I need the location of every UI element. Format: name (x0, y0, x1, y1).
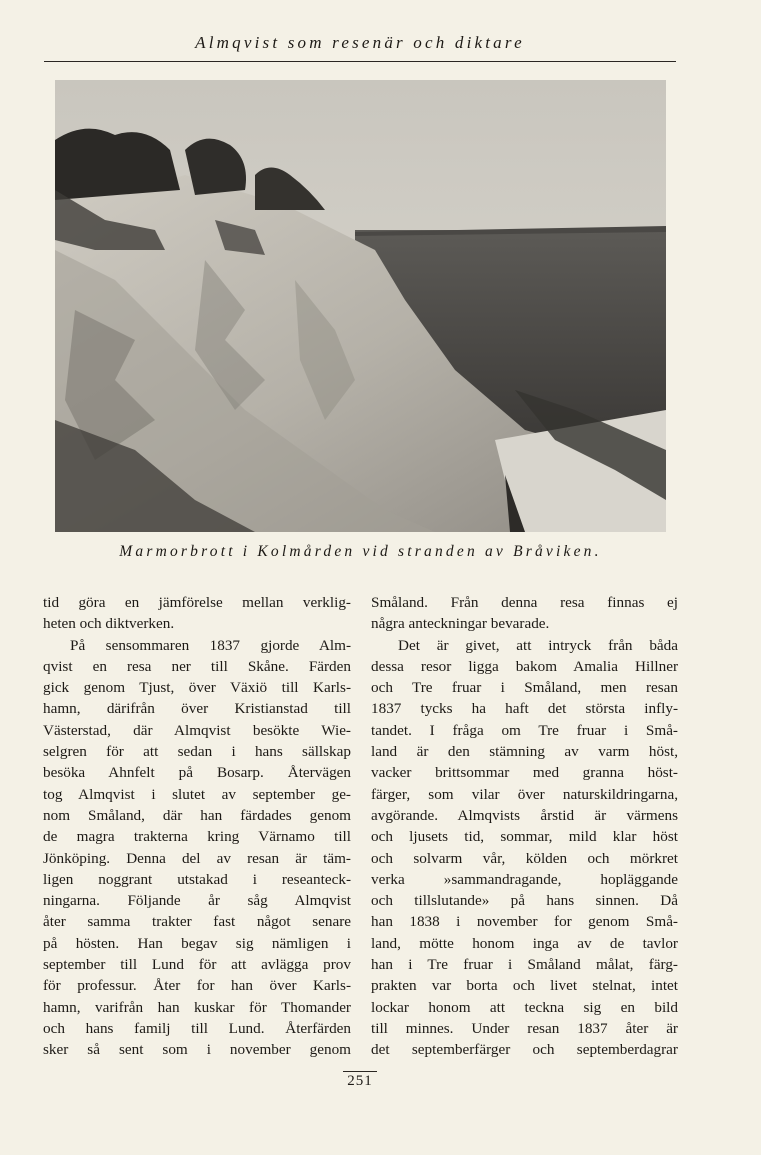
text-line: avgörande. Almqvists årstid är värmens (371, 806, 678, 824)
text-line: På sensommaren 1837 gjorde Alm- (70, 636, 351, 654)
text-line: september till Lund för att avlägga prov (43, 956, 351, 974)
text-line: och hans familj till Lund. Återfärden (43, 1019, 351, 1037)
text-line: och Tre fruar i Småland, men resan (371, 679, 678, 697)
text-line: Västerstad, där Almqvist besökte Wie- (43, 721, 351, 739)
text-line: de magra trakterna kring Värnamo till (43, 828, 351, 846)
text-line: och tillslutande» på hans sinnen. Då (371, 892, 678, 910)
text-line: färger, som vilar över naturskildringarna, (371, 785, 678, 803)
page-number: 251 (347, 1073, 373, 1089)
text-line: heten och diktverken. (43, 615, 175, 633)
text-line: dessa resor ligga bakom Amalia Hillner (371, 657, 678, 675)
text-line: Det är givet, att intryck från båda (398, 636, 678, 654)
text-line: Jönköping. Denna del av resan är täm- (43, 849, 351, 867)
text-line: åter samma trakter fast något senare (43, 913, 351, 931)
text-line: tog Almqvist i slutet av september ge- (43, 785, 351, 803)
text-line: Småland. Från denna resa finnas ej (371, 594, 678, 611)
text-line: nom Småland, där han färdades genom (43, 806, 351, 824)
text-line: för professur. Åter for han över Karls- (43, 977, 351, 995)
text-line: prakten var borta och livet stelnat, intet (371, 977, 678, 995)
text-line: tid göra en jämförelse mellan verklig- (43, 594, 351, 611)
text-line: och ljusets tid, sommar, mild klar höst (371, 828, 678, 846)
text-column-left (43, 592, 351, 1061)
text-line: till minnes. Under resan 1837 åter är (371, 1019, 678, 1037)
text-line: selgren för att sedan i hans sällskap (43, 743, 351, 761)
text-line: han 1838 i november for genom Små- (371, 913, 678, 931)
text-line: sker så sent som i november genom (43, 1041, 351, 1059)
marble-quarry-photo (55, 80, 666, 532)
text-line: på hösten. Han begav sig nämligen i (43, 934, 351, 952)
text-line: verka »sammandragande, hopläggande (371, 870, 678, 888)
text-line: hamn, därifrån över Kristianstad till (43, 700, 351, 718)
header-rule (44, 61, 676, 62)
text-line: några anteckningar bevarade. (371, 615, 550, 633)
text-line: ningarna. Följande år såg Almqvist (43, 892, 351, 910)
text-line: qvist en resa ner till Skåne. Färden (43, 657, 351, 675)
text-line: land, mötte honom inga av de tavlor (371, 934, 678, 952)
text-line: land är den stämning av varm höst, (371, 743, 678, 761)
text-line: ligen noggrant utstakad i reseanteck- (43, 870, 351, 888)
text-line: 1837 tycks ha haft det största infly- (371, 700, 678, 718)
text-line: tandet. I fråga om Tre fruar i Små- (371, 721, 678, 739)
folio-rule (343, 1071, 377, 1072)
running-head: Almqvist som resenär och diktare (195, 33, 525, 52)
text-line: besöka Ahnfelt på Bosarp. Återvägen (43, 764, 351, 782)
text-line: det septemberfärger och septemberdagrar (371, 1041, 678, 1059)
text-line: gick genom Tjust, över Växiö till Karls- (43, 679, 351, 697)
text-line: och solvarm vår, kölden och mörkret (371, 849, 678, 867)
text-line: hamn, varifrån han kuskar för Thomander (43, 998, 351, 1016)
text-line: vacker brittsommar med granna höst- (371, 764, 678, 782)
text-line: lockar honom att teckna sig en bild (371, 998, 678, 1016)
text-column-right (371, 592, 678, 1061)
text-line: han i Tre fruar i Småland målat, färg- (371, 956, 678, 974)
photo-caption: Marmorbrott i Kolmården vid stranden av Bråviken. (119, 543, 602, 560)
